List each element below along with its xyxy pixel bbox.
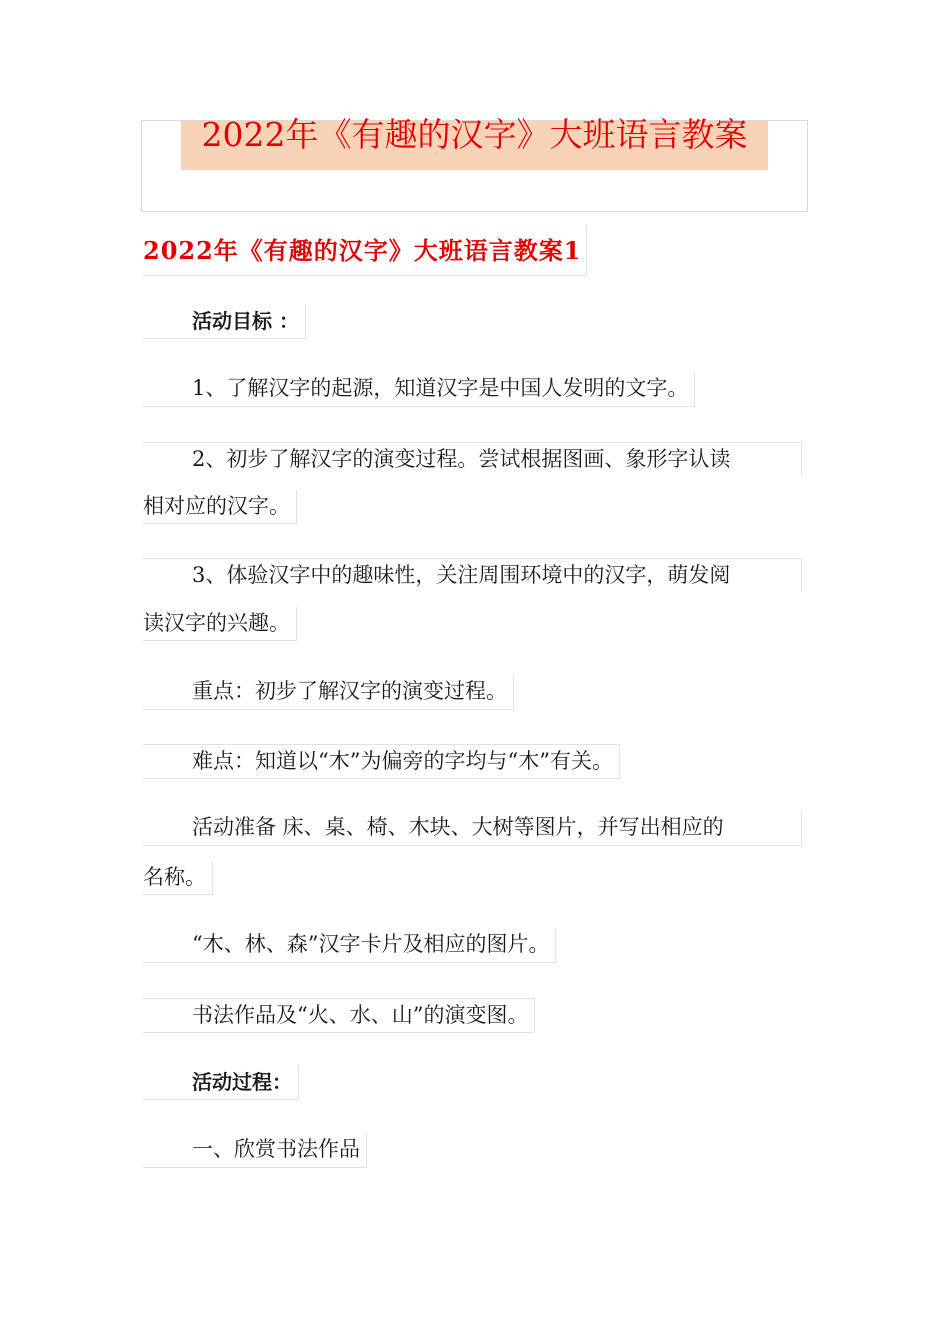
key-point: 重点：初步了解汉字的演变过程。	[143, 675, 514, 710]
goal-1: 1、了解汉字的起源，知道汉字是中国人发明的文字。	[143, 372, 695, 407]
difficulty: 难点：知道以“木”为偏旁的字均与“木”有关。	[143, 744, 620, 779]
main-title: 2022年《有趣的汉字》大班语言教案	[201, 115, 748, 154]
prep-line2: 名称。	[143, 861, 213, 895]
section-title: 2022年《有趣的汉字》大班语言教案1	[143, 226, 587, 276]
goal-3-line2: 读汉字的兴趣。	[143, 607, 297, 641]
prep-line1: 活动准备 床、桌、椅、木块、大树等图片，并写出相应的	[143, 811, 802, 846]
prep-3: 书法作品及“火、水、山”的演变图。	[143, 998, 535, 1033]
step-1: 一、欣赏书法作品	[143, 1133, 367, 1168]
prep-2: “木、林、森”汉字卡片及相应的图片。	[143, 928, 556, 963]
goal-3-line1: 3、体验汉字中的趣味性，关注周围环境中的汉字，萌发阅	[143, 558, 802, 592]
goal-2-line1: 2、初步了解汉字的演变过程。尝试根据图画、象形字认读	[143, 442, 802, 476]
process-heading: 活动过程：	[143, 1066, 299, 1100]
goals-heading: 活动目标 ：	[143, 305, 306, 339]
goal-2-line2: 相对应的汉字。	[143, 490, 297, 524]
